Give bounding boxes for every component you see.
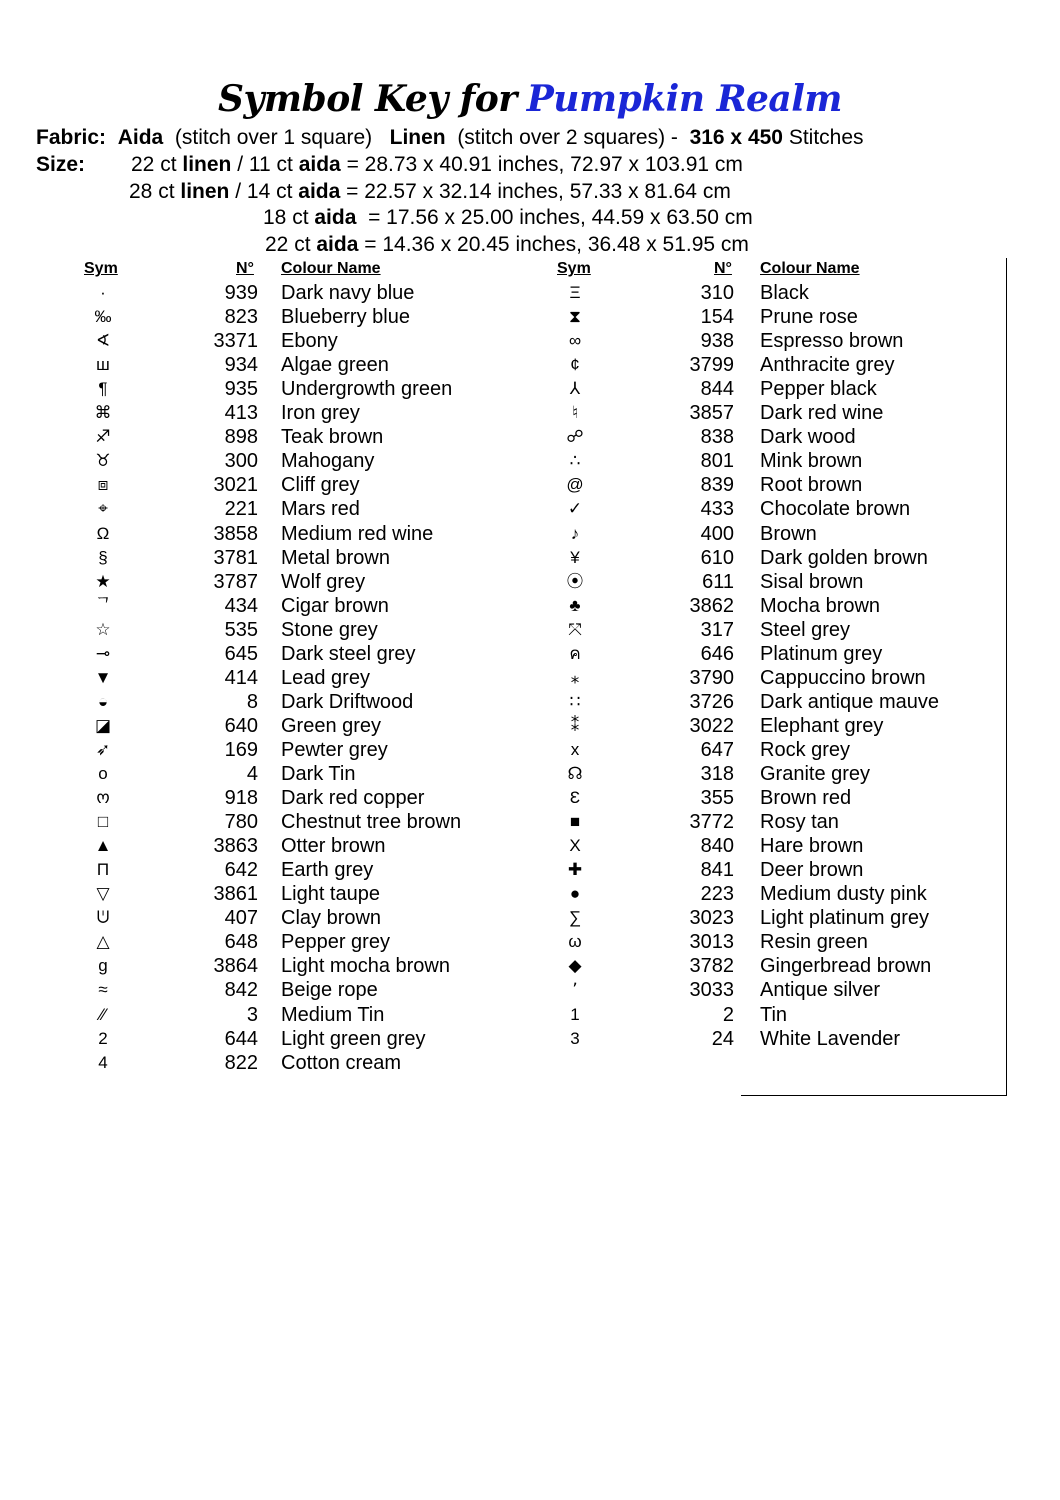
thread-number: 3726 [689,690,734,713]
thread-number: 3013 [689,931,734,954]
colour-name: Mink brown [760,450,863,473]
thread-number: 935 [224,378,258,401]
thread-number: 842 [224,979,258,1002]
bottom-border-line [741,1095,1007,1096]
symbol-glyph: ⧈ [97,475,109,495]
thread-number: 840 [700,835,734,858]
thread-number: 3799 [689,354,734,377]
colour-name: Steel grey [760,618,851,641]
symbol-glyph: ☆ [95,619,111,639]
colour-name: Antique silver [760,979,881,1002]
symbol-glyph: ▽ [96,884,110,904]
fabric-linen-note: (stitch over 2 squares) - [457,126,678,149]
symbol-glyph: ▼ [94,667,112,687]
colour-name: Dark antique mauve [760,690,939,713]
symbol-glyph: ⊸ [95,643,111,663]
symbol-glyph: ⦿ [566,571,584,591]
symbol-glyph: ☊ [567,764,583,783]
symbol-glyph: ⌖ [98,499,108,519]
thread-number: 3 [246,1003,258,1026]
thread-number: 3862 [689,594,734,617]
colour-name: Clay brown [281,907,382,930]
colour-name: Algae green [281,354,389,377]
colour-name: Dark steel grey [281,642,416,665]
colour-name: Teak brown [281,426,384,449]
colour-name: Wolf grey [281,570,366,593]
colour-name: Light platinum grey [760,907,929,930]
colour-name: Brown red [760,787,852,810]
colour-name: Cigar brown [281,594,389,617]
thread-number: 844 [700,378,734,401]
symbol-glyph: ♪ [570,523,580,543]
colour-name: Light taupe [281,883,380,906]
colour-name: Medium red wine [281,522,434,545]
symbol-glyph: ᕫ [96,908,110,928]
thread-number: 433 [700,498,734,521]
thread-number: 841 [700,859,734,882]
colour-name: Prune rose [760,306,858,329]
symbol-glyph: · [100,283,106,302]
colour-name: Pepper black [760,378,877,401]
symbol-glyph: X [569,836,581,856]
symbol-glyph: g [98,956,108,976]
symbol-glyph: ค [569,643,581,663]
symbol-glyph: ⤧ [568,619,582,639]
thread-number: 645 [224,642,258,665]
thread-number: 3371 [213,330,258,353]
colour-name: Brown [760,522,817,545]
symbol-glyph: ➶ [95,739,111,759]
symbol-glyph: ≈ [98,980,108,1000]
thread-number: 839 [700,474,734,497]
stitch-count: 316 x 450 [689,126,783,149]
thread-number: 154 [700,306,734,329]
symbol-glyph: ⁑ [570,715,580,735]
symbol-glyph: ω [568,932,582,952]
thread-number: 934 [224,354,258,377]
size-line-1: 22 ct linen / 11 ct aida = 28.73 x 40.91 inches, 72.97 x 103.91 cm [131,153,743,176]
colour-name: Ebony [281,330,338,353]
thread-number: 3021 [213,474,258,497]
thread-number: 24 [711,1027,734,1050]
thread-number: 3861 [213,883,258,906]
symbol-glyph: ■ [569,812,581,832]
thread-number: 918 [224,787,258,810]
symbol-glyph: ⅄ [569,379,581,399]
symbol-glyph: ‰ [94,307,112,327]
thread-number: 938 [700,330,734,353]
thread-number: 169 [224,738,258,761]
thread-number: 4 [246,763,258,785]
symbol-glyph: ¶ [98,379,108,399]
symbol-glyph: o [98,764,108,783]
symbol-glyph: @ [566,475,584,495]
colour-name: Mars red [281,498,360,521]
symbol-glyph: ⁄⁄ [100,1004,106,1024]
colour-name: Undergrowth green [281,378,453,401]
colour-name: Black [760,282,809,304]
colour-name: Cliff grey [281,474,360,497]
colour-name: Platinum grey [760,642,883,665]
title-prefix: Symbol Key for [218,78,517,120]
thread-number: 414 [224,666,258,689]
symbol-glyph: ✚ [567,860,583,880]
symbol-glyph: ∷ [569,691,581,711]
colour-name: Granite grey [760,763,871,785]
thread-number: 640 [224,714,258,737]
thread-number: 3781 [213,546,258,569]
symbol-glyph: ¢ [570,355,580,375]
symbol-glyph: ♉ [95,451,111,471]
colour-name: Elephant grey [760,714,884,737]
symbol-glyph: Ɛ [569,788,581,808]
colour-name: Gingerbread brown [760,955,932,978]
symbol-glyph: ∞ [568,331,582,351]
symbol-glyph: ш [96,355,110,375]
colour-name: Dark navy blue [281,282,415,304]
symbol-glyph: ♣ [569,595,581,615]
thread-number: 355 [700,787,734,810]
thread-number: 646 [700,642,734,665]
colour-name: Cotton cream [281,1051,402,1074]
fabric-label: Fabric: [36,126,107,149]
symbol-glyph: ◪ [94,715,112,735]
colour-name: Tin [760,1003,788,1026]
thread-number: 3023 [689,907,734,930]
symbol-glyph: ◒ [97,691,109,711]
thread-number: 317 [700,618,734,641]
fabric-line [36,126,864,150]
symbol-glyph: ▲ [94,836,112,856]
colour-name: Beige rope [281,979,378,1002]
symbol-glyph: Ω [96,523,110,543]
symbol-glyph: □ [97,812,109,832]
thread-number: 3787 [213,570,258,593]
thread-number: 3863 [213,835,258,858]
symbol-glyph: ∢ [95,331,111,351]
colour-name: Dark red copper [281,787,425,810]
symbol-glyph: 2 [98,1028,108,1048]
colour-name: Light mocha brown [281,955,450,978]
thread-number: 3782 [689,955,734,978]
colour-name: Pepper grey [281,931,390,954]
right-header-sym: Sym [557,260,591,277]
thread-number: 3772 [689,811,734,834]
thread-number: 610 [700,546,734,569]
colour-name: Cappuccino brown [760,666,926,689]
colour-name: Dark red wine [760,402,884,425]
thread-number: 300 [224,450,258,473]
colour-name: Light green grey [281,1027,426,1050]
thread-number: 648 [224,931,258,954]
left-header-sym: Sym [84,260,118,277]
colour-name: Iron grey [281,402,360,425]
thread-number: 223 [700,883,734,906]
colour-name: Anthracite grey [760,354,895,377]
thread-number: 310 [700,282,734,304]
thread-number: 8 [246,690,258,713]
colour-name: Green grey [281,714,382,737]
colour-name: Hare brown [760,835,864,858]
symbol-glyph: ⌘ [94,403,112,423]
thread-number: 801 [700,450,734,473]
thread-number: 780 [224,811,258,834]
pattern-name: Pumpkin Realm [526,78,842,120]
symbol-glyph: ● [569,884,581,904]
symbol-glyph: ★ [95,571,111,591]
symbol-glyph: ♮ [571,403,579,423]
colour-name: Rosy tan [760,811,839,834]
thread-number: 3857 [689,402,734,425]
symbol-glyph: 1 [570,1004,580,1024]
thread-number: 3790 [689,666,734,689]
colour-name: Dark Tin [281,763,356,785]
symbol-glyph: ∑ [568,908,582,928]
colour-name: Chocolate brown [760,498,911,521]
thread-number: 221 [224,498,258,521]
thread-number: 3033 [689,979,734,1002]
left-header-name: Colour Name [281,260,381,277]
symbol-glyph: ᄀ [94,595,112,615]
thread-number: 647 [700,738,734,761]
colour-name: Mocha brown [760,594,881,617]
colour-name: Root brown [760,474,863,497]
symbol-glyph: ٬ [572,980,578,1000]
size-line-4: 22 ct aida = 14.36 x 20.45 inches, 36.48 x 51.95 cm [265,233,749,256]
symbol-glyph: 3 [570,1028,580,1048]
fabric-aida: Aida [117,126,164,149]
colour-name: Medium Tin [281,1003,385,1026]
page-title [0,78,1060,120]
right-header-num: N° [714,260,732,277]
thread-number: 318 [700,763,734,785]
symbol-glyph: x [570,739,580,759]
colour-name: Pewter grey [281,738,388,761]
colour-name: Rock grey [760,738,851,761]
thread-number: 2 [722,1003,734,1026]
thread-number: 823 [224,306,258,329]
symbol-glyph: ☍ [566,427,584,447]
colour-name: Resin green [760,931,868,954]
colour-name: Chestnut tree brown [281,811,462,834]
thread-number: 535 [224,618,258,641]
thread-number: 3864 [213,955,258,978]
colour-name: Otter brown [281,835,386,858]
colour-name: Espresso brown [760,330,904,353]
thread-number: 611 [702,570,734,593]
colour-name: Dark Driftwood [281,690,414,713]
colour-name: Sisal brown [760,570,864,593]
thread-number: 644 [224,1027,258,1050]
symbol-glyph: § [98,547,108,567]
fabric-linen: Linen [389,126,446,149]
left-header-num: N° [236,260,254,277]
size-line-2: 28 ct linen / 14 ct aida = 22.57 x 32.14 inches, 57.33 x 81.64 cm [129,180,731,203]
colour-name: Earth grey [281,859,374,882]
thread-number: 413 [224,402,258,425]
symbol-glyph: ⁎ [570,667,580,687]
symbol-glyph: П [96,860,110,880]
colour-name: Metal brown [281,546,390,569]
thread-number: 3858 [213,522,258,545]
colour-name: White Lavender [760,1027,901,1050]
thread-number: 434 [224,594,258,617]
colour-name: Blueberry blue [281,306,410,329]
thread-number: 939 [224,282,258,304]
thread-number: 838 [700,426,734,449]
stitches-word: Stitches [788,126,864,149]
colour-name: Medium dusty pink [760,883,927,906]
fabric-aida-note: (stitch over 1 square) [174,126,373,149]
symbol-glyph: ⧗ [569,307,581,327]
colour-name: Dark wood [760,426,856,449]
thread-number: 407 [224,907,258,930]
size-line-3: 18 ct aida = 17.56 x 25.00 inches, 44.59 x 63.50 cm [263,206,753,229]
right-header-name: Colour Name [760,260,860,277]
colour-name: Dark golden brown [760,546,928,569]
symbol-glyph: ∴ [569,451,581,471]
symbol-glyph: Ξ [569,283,581,302]
colour-name: Stone grey [281,618,378,641]
symbol-glyph: △ [96,932,110,952]
symbol-glyph: 4 [98,1052,108,1072]
symbol-glyph: ♐ [95,427,111,447]
thread-number: 822 [224,1051,258,1074]
size-label: Size: [36,153,86,176]
colour-name: Mahogany [281,450,375,473]
symbol-glyph: ✓ [567,499,583,519]
symbol-glyph: ◆ [568,956,582,976]
colour-name: Deer brown [760,859,864,882]
symbol-glyph: ო [96,788,110,808]
thread-number: 3022 [689,714,734,737]
thread-number: 898 [224,426,258,449]
right-border-line [1006,258,1007,1096]
symbol-glyph: ¥ [570,547,580,567]
colour-name: Lead grey [281,666,370,689]
thread-number: 642 [224,859,258,882]
thread-number: 400 [700,522,734,545]
